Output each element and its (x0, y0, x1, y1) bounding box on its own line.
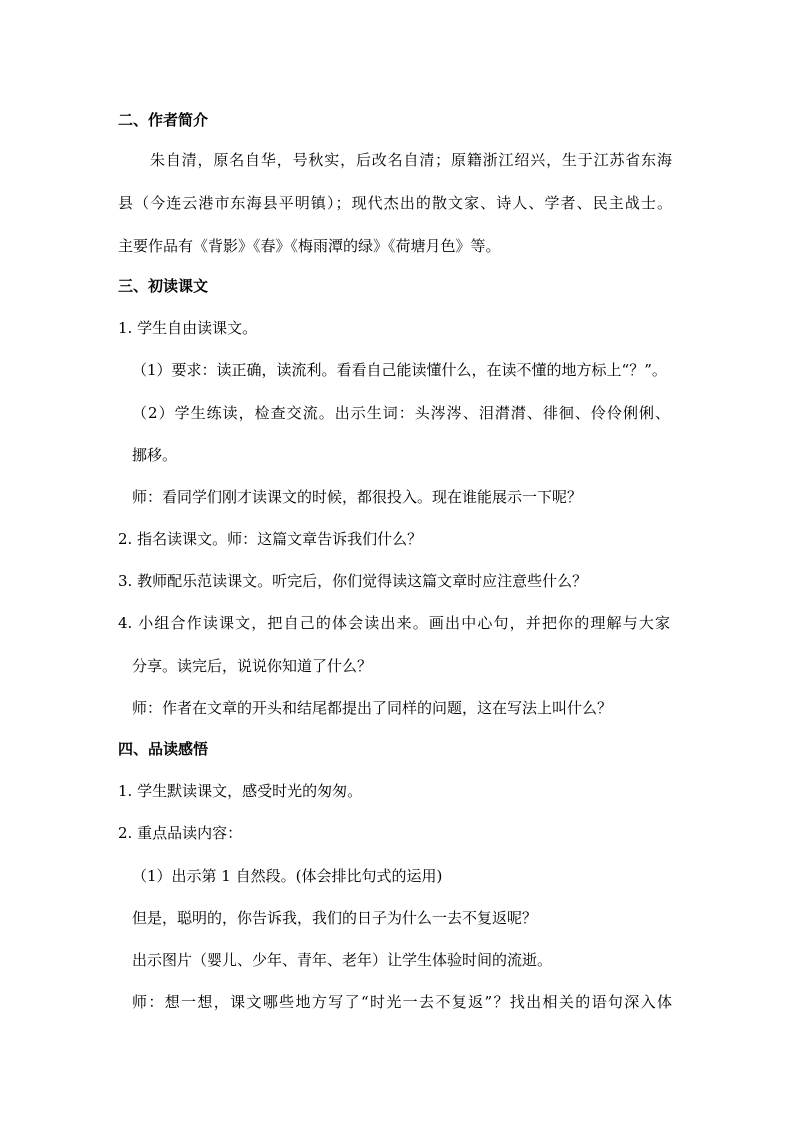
teacher-remark-2: 师：作者在文章的开头和结尾都提出了同样的问题，这在写法上叫什么？ (132, 699, 613, 717)
section-heading-appreciation: 四、品读感悟 (118, 740, 209, 758)
appreciation-quote: 但是，聪明的，你告诉我，我们的日子为什么一去不复返呢？ (132, 909, 538, 927)
appreciation-item-2: 2. 重点品读内容： (118, 824, 243, 842)
teacher-remark-3: 师：想一想，课文哪些地方写了“时光一去不复返”？找出相关的语句深入体 (132, 993, 672, 1011)
author-intro-line-2: 县（今连云港市东海县平明镇）；现代杰出的散文家、诗人、学者、民主战士。 (118, 194, 672, 212)
reading-subitem-2-line-2: 挪移。 (132, 446, 178, 464)
reading-item-3: 3. 教师配乐范读课文。听完后，你们觉得读这篇文章时应注意些什么？ (118, 572, 588, 590)
reading-item-4-line-1: 4. 小组合作读课文，把自己的体会读出来。画出中心句，并把你的理解与大家 (118, 614, 670, 632)
section-heading-author-intro: 二、作者简介 (118, 111, 209, 129)
appreciation-subitem-1: （1）出示第 1 自然段。(体会排比句式的运用) (132, 867, 443, 885)
section-heading-first-reading: 三、初读课文 (118, 277, 209, 295)
author-intro-line-3: 主要作品有《背影》《春》《梅雨潭的绿》《荷塘月色》等。 (118, 237, 501, 255)
appreciation-pictures: 出示图片（婴儿、少年、青年、老年）让学生体验时间的流逝。 (132, 951, 553, 969)
teacher-remark-1: 师：看同学们刚才读课文的时候，都很投入。现在谁能展示一下呢？ (132, 488, 583, 506)
reading-subitem-2-line-1: （2）学生练读，检查交流。出示生词：头涔涔、泪潸潸、徘徊、伶伶俐俐、 (132, 404, 670, 422)
appreciation-item-1: 1. 学生默读课文，感受时光的匆匆。 (118, 782, 363, 800)
reading-subitem-1: （1）要求：读正确，读流利。看看自己能读懂什么，在读不懂的地方标上“？”。 (132, 361, 667, 379)
author-intro-line-1: 朱自清，原名自华，号秋实，后改名自清；原籍浙江绍兴，生于江苏省东海 (150, 151, 672, 169)
reading-item-4-line-2: 分享。读完后，说说你知道了什么？ (132, 657, 373, 675)
reading-item-2: 2. 指名读课文。师：这篇文章告诉我们什么？ (118, 530, 423, 548)
reading-item-1: 1. 学生自由读课文。 (118, 319, 258, 337)
